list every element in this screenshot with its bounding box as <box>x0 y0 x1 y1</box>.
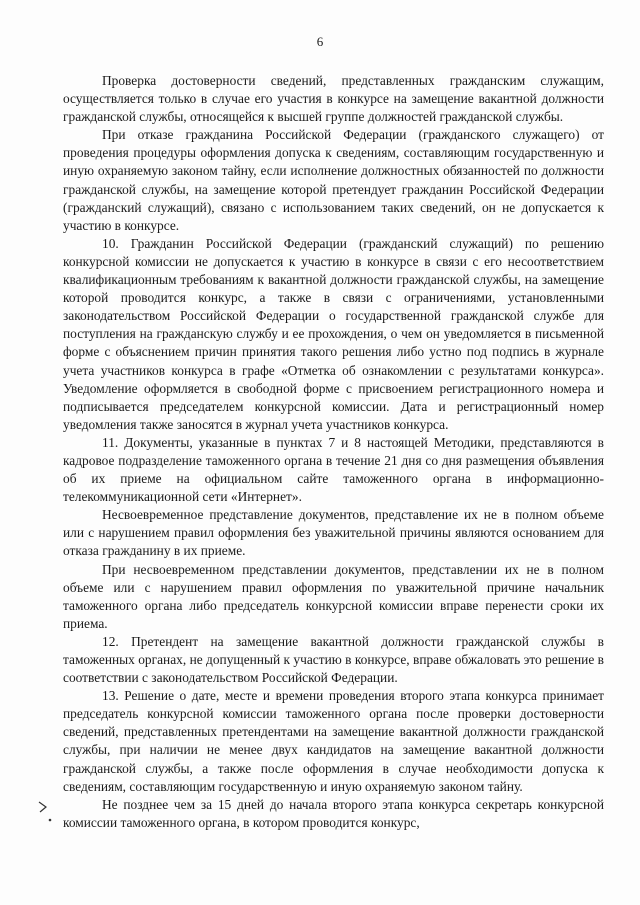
paragraph: 11. Документы, указанные в пунктах 7 и 8 настоящей Методики, представляются в кадровое подразделение таможенного органа в течение 21 дня со дня размещения объявления об их приеме на официальном сайте таможенного органа в информационно-телекоммуникационной сети «Интернет». <box>63 434 604 505</box>
paragraph: Не позднее чем за 15 дней до начала второго этапа конкурса секретарь конкурсной комиссии таможенного органа, в котором проводится конкурс, <box>63 796 604 830</box>
paragraph: 13. Решение о дате, месте и времени проведения второго этапа конкурса принимает председатель конкурсной комиссии таможенного органа после проверки достоверности сведений, представленных претендентами на замещение вакантной должности гражданской службы, при наличии не менее двух кандидатов на замещение вакантной должности гражданской службы, а также после оформления в случае необходимости допуска к сведениям, составляющим государственную и иную охраняемую законом тайну. <box>63 688 604 794</box>
margin-tick-mark <box>36 798 56 828</box>
paragraph: Проверка достоверности сведений, представленных гражданским служащим, осуществляется только в случае его участия в конкурсе на замещение вакантной должности гражданской службы, относящейся к высшей группе должностей гражданской службы. <box>63 73 604 125</box>
document-body <box>63 72 604 832</box>
paragraph: При отказе гражданина Российской Федерации (гражданского служащего) от проведения процедуры оформления допуска к сведениям, составляющим государственную и иную охраняемую законом тайну, если исполнение должностных обязанностей по должности гражданской службы, на замещение которой претендует гражданин Российской Федерации (гражданский служащий), связано с использованием таких сведений, он не допускается к участию в конкурсе. <box>63 127 604 233</box>
paragraph: Несвоевременное представление документов, представление их не в полном объеме или с нарушением правил оформления без уважительной причины являются основанием для отказа гражданину в их приеме. <box>63 507 604 559</box>
paragraph: При несвоевременном представлении документов, представлении их не в полном объеме или с нарушением правил оформления по уважительной причине начальник таможенного органа либо председатель конкурсной комиссии вправе перенести сроки их приема. <box>63 561 604 631</box>
paragraph: 10. Гражданин Российской Федерации (гражданский служащий) по решению конкурсной комиссии не допускается к участию в конкурсе в связи с его несоответствием квалификационным требованиям к вакантной должности гражданской службы, на замещение которой проводится конкурс, а также в связи с ограничениями, установленными законодательством Российской Федерации о государственной гражданской службе для поступления на гражданскую службу и ее прохождения, о чем он уведомляется в письменной форме с объяснением причин принятия такого решения либо устно под подпись в журнале учета участников конкурса в графе «Отметка об ознакомлении с результатами конкурса». Уведомление оформляется в свободной форме с присвоением регистрационного номера и подписывается председателем конкурсной комиссии. Дата и регистрационный номер уведомления также заносятся в журнал учета участников конкурса. <box>63 235 604 432</box>
paragraph: 12. Претендент на замещение вакантной должности гражданской службы в таможенных органах, не допущенный к участию в конкурсе, вправе обжаловать это решение в соответствии с законодательством Российской Федерации. <box>63 633 604 686</box>
page-number: 6 <box>316 34 324 49</box>
